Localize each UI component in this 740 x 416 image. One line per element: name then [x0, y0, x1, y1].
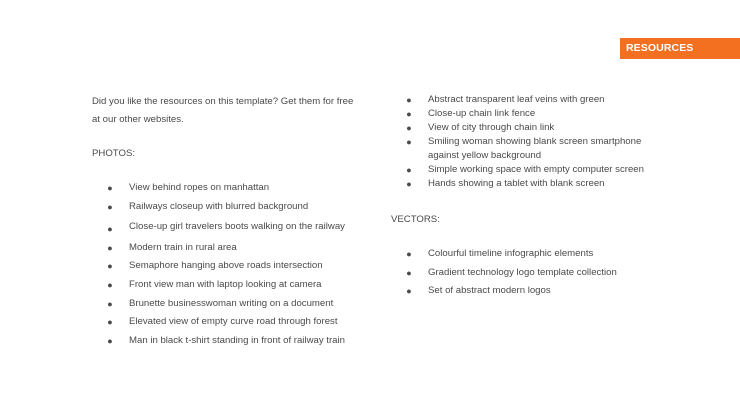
list-item: ● Close-up girl travelers boots walking on the railway — [92, 218, 362, 236]
bullet-icon: ● — [406, 286, 412, 297]
bullet-icon: ● — [406, 137, 412, 147]
intro-text: Did you like the resources on this template? Get them for free at our other websites. — [92, 96, 354, 125]
bullet-icon: ● — [406, 95, 412, 105]
bullet-icon: ● — [406, 109, 412, 119]
list-item: ● Semaphore hanging above roads intersection — [92, 259, 362, 273]
list-item: ● Man in black t-shirt standing in front of railway train — [92, 334, 362, 348]
bullet-icon: ● — [107, 335, 113, 346]
list-item: ● View of city through chain link — [391, 121, 661, 135]
list-item: ● Front view man with laptop looking at camera — [92, 278, 362, 292]
bullet-icon: ● — [107, 279, 113, 290]
left-column — [92, 93, 362, 352]
list-item: ● Set of abstract modern logos — [391, 284, 661, 298]
bullet-icon: ● — [107, 242, 113, 253]
list-item: ● Simple working space with empty computer screen — [391, 163, 661, 177]
photos-list — [92, 181, 362, 348]
right-column — [391, 93, 661, 303]
bullet-icon: ● — [107, 183, 113, 193]
bullet-icon: ● — [406, 179, 412, 189]
bullet-icon: ● — [406, 165, 412, 175]
list-item: ● Hands showing a tablet with blank screen — [391, 177, 661, 191]
bullet-icon: ● — [107, 298, 113, 309]
photos-list-continued — [391, 93, 661, 191]
bullet-icon: ● — [406, 267, 412, 278]
resources-badge: RESOURCES — [620, 38, 740, 59]
list-item: ● Brunette businesswoman writing on a document — [92, 297, 362, 311]
list-item: ● Close-up chain link fence — [391, 107, 661, 121]
bullet-icon: ● — [107, 261, 113, 272]
bullet-icon: ● — [406, 249, 412, 259]
list-item: ● Smiling woman showing blank screen smartphone against yellow background — [391, 135, 661, 163]
bullet-icon: ● — [107, 224, 113, 235]
list-item: ● Colourful timeline infographic elements — [391, 247, 661, 261]
list-item: ● Abstract transparent leaf veins with green — [391, 93, 661, 107]
vectors-list — [391, 247, 661, 298]
list-item: ● Gradient technology logo template collection — [391, 266, 661, 280]
bullet-icon: ● — [107, 201, 113, 212]
bullet-icon: ● — [107, 317, 113, 328]
photos-heading: PHOTOS: — [92, 148, 136, 159]
list-item: ● Modern train in rural area — [92, 241, 362, 255]
vectors-heading: VECTORS: — [391, 214, 440, 225]
list-item: ● View behind ropes on manhattan — [92, 181, 362, 195]
list-item: ● Elevated view of empty curve road through forest — [92, 315, 362, 329]
list-item: ● Railways closeup with blurred background — [92, 200, 362, 214]
bullet-icon: ● — [406, 123, 412, 133]
